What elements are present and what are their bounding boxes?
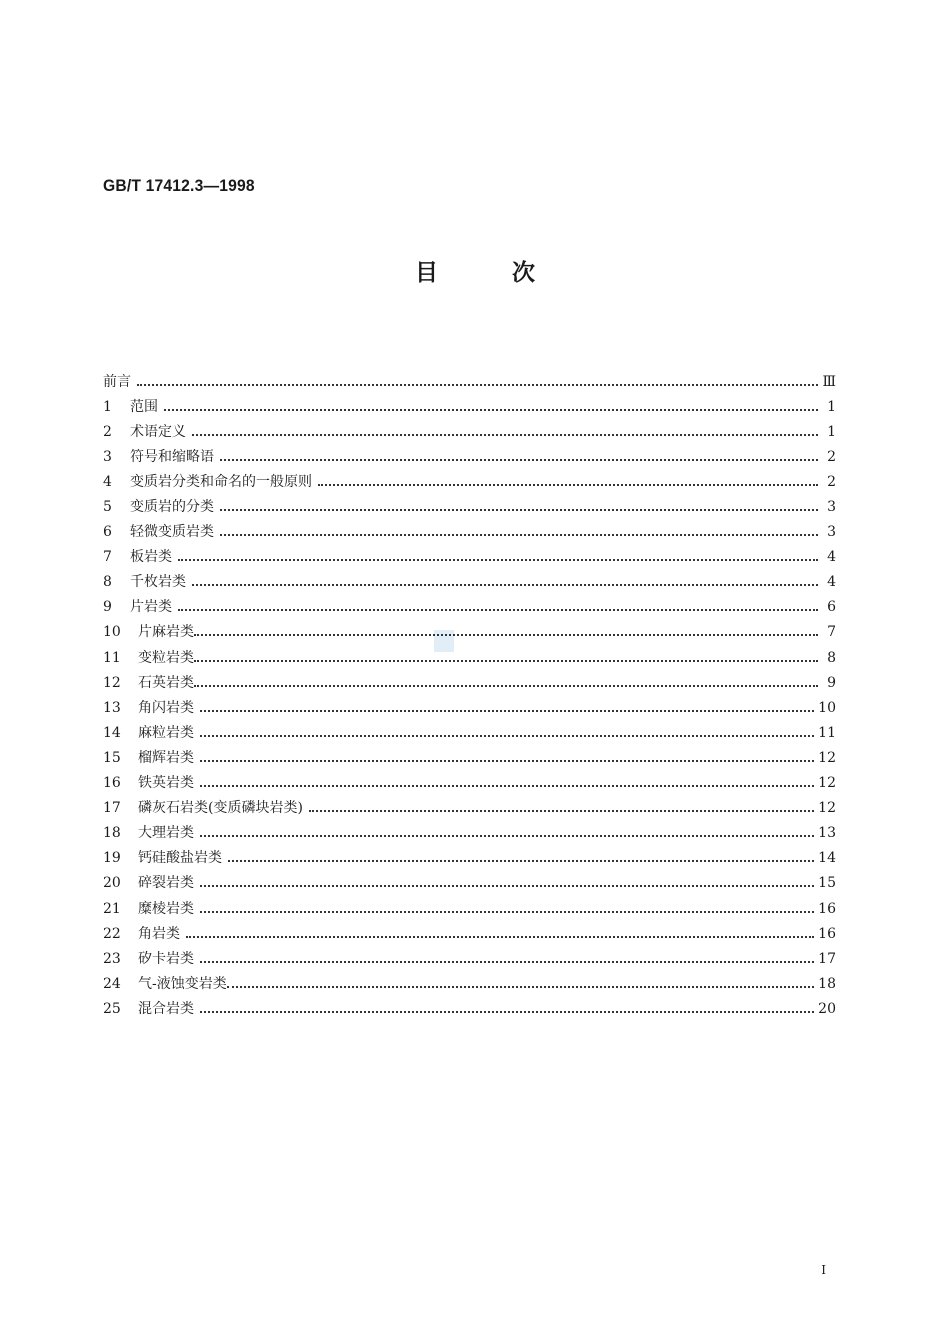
toc-entry[interactable] (103, 494, 836, 519)
toc-entry-label: 矽卡岩类 (138, 950, 194, 967)
toc-entry[interactable] (103, 394, 836, 419)
toc-entry-page: 18 (818, 975, 836, 992)
toc-entry-page: 8 (827, 649, 836, 666)
toc-entry-number: 3 (103, 448, 112, 465)
toc-entry-number: 15 (103, 749, 121, 766)
toc-entry-number: 8 (103, 574, 112, 591)
toc-entry-number: 11 (103, 649, 121, 666)
toc-entry-label: 范围 (130, 398, 158, 415)
toc-entry[interactable] (103, 871, 836, 896)
toc-entry-page: 17 (818, 950, 836, 967)
toc-entry-number: 5 (103, 499, 112, 516)
toc-entry-label: 石英岩类 (138, 674, 194, 691)
toc-entry-page: 12 (818, 775, 836, 792)
toc-entry[interactable] (103, 896, 836, 921)
toc-entry[interactable] (103, 369, 836, 394)
toc-entry-page: 6 (827, 599, 836, 616)
toc-entry-label: 磷灰石岩类(变质磷块岩类) (138, 800, 303, 817)
toc-entry[interactable] (103, 620, 836, 645)
dot-leader (200, 781, 814, 787)
toc-entry-number: 10 (103, 624, 121, 641)
toc-entry[interactable] (103, 419, 836, 444)
toc-entry-number: 14 (103, 724, 121, 741)
toc-entry-page: 16 (818, 900, 836, 917)
toc-entry-number: 24 (103, 975, 121, 992)
toc-entry-number: 6 (103, 524, 112, 541)
toc-entry[interactable] (103, 796, 836, 821)
toc-entry-page: 7 (827, 624, 836, 641)
toc-entry-number: 4 (103, 473, 112, 490)
toc-entry-label: 碎裂岩类 (138, 875, 194, 892)
toc-entry-number: 18 (103, 825, 121, 842)
toc-entry-number: 23 (103, 950, 121, 967)
page-number: I (821, 1263, 826, 1277)
dot-leader (220, 455, 818, 461)
toc-entry-label: 变粒岩类 (138, 649, 194, 666)
toc-entry-number: 1 (103, 398, 112, 415)
dot-leader (318, 480, 818, 486)
toc-entry[interactable] (103, 570, 836, 595)
toc-entry-number: 19 (103, 850, 121, 867)
toc-entry[interactable] (103, 996, 836, 1021)
toc-entry-page: 2 (827, 448, 836, 465)
toc-entry-number: 17 (103, 800, 121, 817)
toc-entry[interactable] (103, 771, 836, 796)
toc-entry-label: 角岩类 (138, 925, 180, 942)
dot-leader (178, 555, 818, 561)
toc-entry-page: 1 (827, 398, 836, 415)
toc-entry-number: 25 (103, 1000, 121, 1017)
toc-entry-label: 榴辉岩类 (138, 749, 194, 766)
toc-entry-page: 3 (827, 524, 836, 541)
dot-leader (178, 605, 818, 611)
toc-entry-page: Ⅲ (822, 373, 836, 390)
toc-entry-page: 4 (827, 549, 836, 566)
dot-leader (220, 530, 818, 536)
toc-entry-label: 钙硅酸盐岩类 (138, 850, 222, 867)
dot-leader (194, 630, 818, 636)
toc-entry-page: 13 (818, 825, 836, 842)
dot-leader (192, 430, 818, 436)
toc-entry-number: 21 (103, 900, 121, 917)
toc-entry-number: 13 (103, 699, 121, 716)
toc-entry-page: 14 (818, 850, 836, 867)
toc-entry-number: 9 (103, 599, 112, 616)
toc-entry[interactable] (103, 821, 836, 846)
toc-entry-page: 3 (827, 499, 836, 516)
toc-entry-label: 糜棱岩类 (138, 900, 194, 917)
toc-entry[interactable] (103, 645, 836, 670)
dot-leader (220, 505, 818, 511)
toc-entry-label: 角闪岩类 (138, 699, 194, 716)
toc-entry-label: 符号和缩略语 (130, 448, 214, 465)
toc-entry-page: 20 (818, 1000, 836, 1017)
toc-entry[interactable] (103, 469, 836, 494)
toc-entry-label: 铁英岩类 (138, 775, 194, 792)
toc-entry-label: 术语定义 (130, 423, 186, 440)
toc-entry-number: 22 (103, 925, 121, 942)
toc-entry[interactable] (103, 444, 836, 469)
dot-leader (228, 856, 814, 862)
toc-entry-label: 板岩类 (130, 549, 172, 566)
toc-entry-number: 12 (103, 674, 121, 691)
toc-entry[interactable] (103, 670, 836, 695)
toc-entry-page: 9 (827, 674, 836, 691)
dot-leader (309, 806, 814, 812)
toc-entry[interactable] (103, 545, 836, 570)
dot-leader (200, 907, 814, 913)
dot-leader (200, 756, 814, 762)
toc-entry-label: 变质岩的分类 (130, 499, 214, 516)
dot-leader (200, 1007, 814, 1013)
toc-entry[interactable] (103, 595, 836, 620)
toc-entry-number: 20 (103, 875, 121, 892)
toc-entry[interactable] (103, 971, 836, 996)
dot-leader (194, 656, 818, 662)
toc-entry[interactable] (103, 520, 836, 545)
toc-title (0, 254, 950, 287)
toc-entry[interactable] (103, 695, 836, 720)
toc-entry[interactable] (103, 745, 836, 770)
standard-code: GB/T 17412.3—1998 (103, 176, 255, 195)
toc-entry-label: 气-液蚀变岩类 (138, 975, 227, 992)
dot-leader (200, 957, 814, 963)
toc-entry-label: 变质岩分类和命名的一般原则 (130, 473, 312, 490)
toc-entry-number: 7 (103, 549, 112, 566)
toc-entry[interactable] (103, 846, 836, 871)
toc-entry-page: 2 (827, 473, 836, 490)
toc-entry[interactable] (103, 946, 836, 971)
toc-title-char-2: 次 (512, 260, 535, 286)
toc-entry-page: 15 (818, 875, 836, 892)
toc-entry-page: 12 (818, 800, 836, 817)
dot-leader (200, 881, 814, 887)
toc-entry-label: 千枚岩类 (130, 574, 186, 591)
toc-entry-label: 片麻岩类 (138, 624, 194, 641)
toc-entry-page: 16 (818, 925, 836, 942)
toc-list (103, 369, 836, 1021)
toc-entry-label: 片岩类 (130, 599, 172, 616)
toc-entry-page: 11 (818, 724, 836, 741)
toc-entry-label: 混合岩类 (138, 1000, 194, 1017)
dot-leader (200, 706, 814, 712)
toc-entry-page: 4 (827, 574, 836, 591)
dot-leader (200, 731, 814, 737)
toc-entry-label: 麻粒岩类 (138, 724, 194, 741)
dot-leader (186, 932, 814, 938)
dot-leader (200, 831, 814, 837)
toc-entry-number: 16 (103, 775, 121, 792)
dot-leader (137, 380, 818, 386)
dot-leader (227, 982, 814, 988)
toc-entry-label: 轻微变质岩类 (130, 524, 214, 541)
toc-title-char-1: 目 (415, 260, 438, 286)
dot-leader (192, 580, 818, 586)
toc-entry-page: 1 (827, 423, 836, 440)
toc-entry[interactable] (103, 921, 836, 946)
dot-leader (164, 405, 818, 411)
toc-entry-label: 前言 (103, 373, 131, 390)
toc-entry-page: 10 (818, 699, 836, 716)
toc-entry-page: 12 (818, 749, 836, 766)
toc-entry-number: 2 (103, 423, 112, 440)
dot-leader (194, 681, 818, 687)
toc-entry[interactable] (103, 720, 836, 745)
toc-entry-label: 大理岩类 (138, 825, 194, 842)
